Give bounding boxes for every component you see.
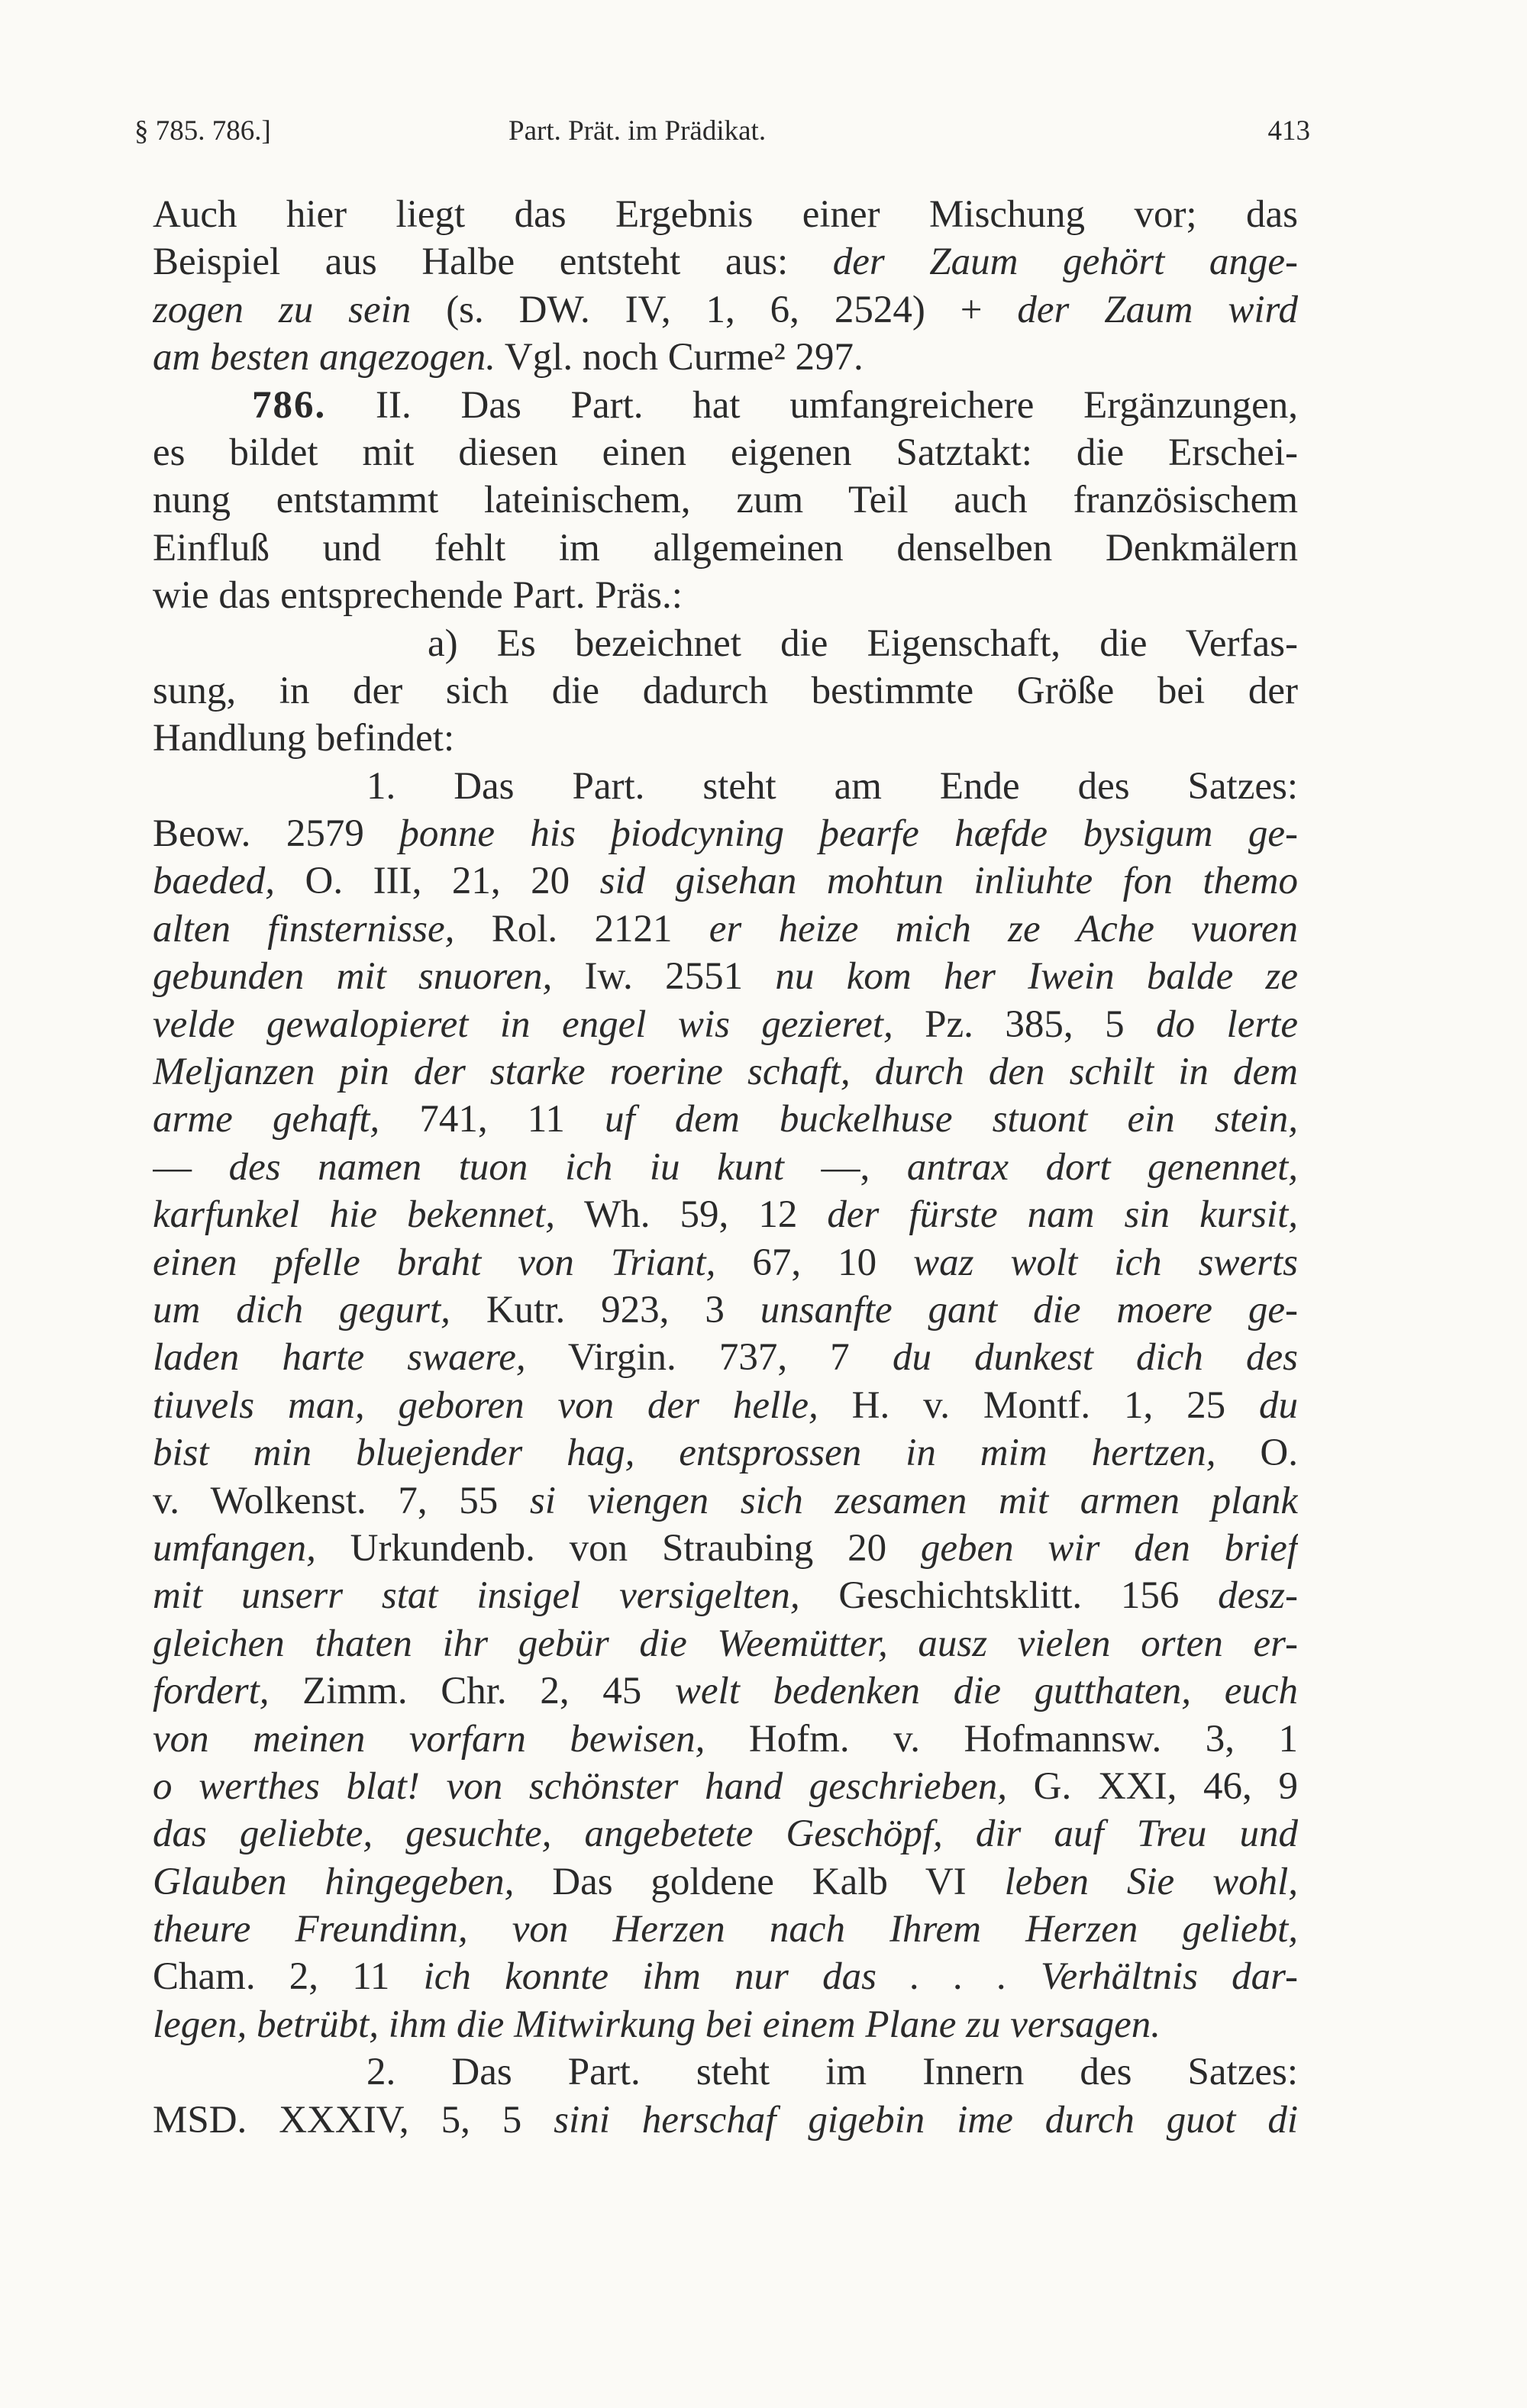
text-segment: II. Das Part. hat umfangreichere Ergänzungen, <box>326 383 1298 427</box>
text-segment: Vgl. noch Curme² 297. <box>496 336 864 379</box>
text-line <box>153 2001 1298 2048</box>
italic-quotation: laden harte swaere, <box>153 1336 526 1380</box>
italic-quotation: das geliebte, gesuchte, angebetete Geschöpf, dir auf Treu und <box>153 1812 1298 1856</box>
italic-quotation: von meinen vorfarn bewisen, <box>153 1717 705 1761</box>
italic-quotation: antrax dort genennet, <box>906 1145 1298 1189</box>
text-segment: Rol. 2121 <box>454 907 709 951</box>
italic-quotation: gebunden mit snuoren, <box>153 955 553 999</box>
italic-quotation: du <box>1259 1383 1298 1427</box>
text-line <box>153 1096 1298 1143</box>
text-segment: — <box>153 1145 229 1189</box>
italic-quotation: velde gewalopieret in engel wis gezieret, <box>153 1002 893 1046</box>
italic-quotation: theure Freundinn, von Herzen nach Ihrem Herzen geliebt, <box>153 1908 1298 1951</box>
italic-quotation: unsanfte gant die moere ge- <box>760 1288 1298 1332</box>
text-line <box>153 1239 1298 1286</box>
text-segment: Kutr. 923, 3 <box>450 1288 760 1332</box>
text-segment: 2. Das Part. steht im Innern des Satzes: <box>366 2051 1298 2094</box>
text-line <box>153 2097 1298 2144</box>
text-segment: G. XXI, 46, 9 <box>1006 1764 1298 1808</box>
body-text <box>153 191 1298 2144</box>
italic-quotation: um dich gegurt, <box>153 1288 450 1332</box>
text-segment: sung, in der sich die dadurch bestimmte Größe bei der <box>153 669 1298 712</box>
text-line <box>153 1953 1298 2000</box>
text-line <box>153 857 1298 905</box>
italic-quotation: fordert, <box>153 1670 270 1713</box>
text-line <box>153 715 1298 762</box>
text-line <box>153 1477 1298 1525</box>
text-line <box>153 1286 1298 1334</box>
italic-quotation: þonne his þiodcyning þearfe hæfde bysigum ge- <box>399 812 1298 856</box>
italic-quotation: desz- <box>1218 1574 1298 1618</box>
text-line <box>153 334 1298 381</box>
text-segment: es bildet mit diesen einen eigenen Satztakt: die Erschei- <box>153 431 1298 474</box>
text-segment: (s. DW. IV, 1, 6, 2524) + <box>411 288 1018 331</box>
italic-quotation: ich konnte ihm nur das . . . Verhältnis dar- <box>423 1955 1298 1999</box>
text-line <box>153 1334 1298 1381</box>
text-line <box>153 1763 1298 1810</box>
text-segment: wie das entsprechende Part. Präs.: <box>153 574 683 618</box>
text-line <box>153 1858 1298 1906</box>
italic-quotation: geben wir den brief <box>920 1526 1298 1570</box>
text-segment: O. <box>1215 1432 1298 1475</box>
text-segment: Beispiel aus Halbe entsteht aus: <box>153 240 833 284</box>
text-line <box>153 1429 1298 1477</box>
section-number: 786. <box>252 383 327 427</box>
text-line <box>153 525 1298 572</box>
italic-quotation: baeded, <box>153 860 276 903</box>
italic-quotation: einen pfelle braht von Triant, <box>153 1241 716 1284</box>
text-segment: MSD. XXXIV, 5, 5 <box>153 2098 554 2142</box>
text-segment: —, <box>783 1145 907 1189</box>
italic-quotation: welt bedenken die gutthaten, euch <box>674 1670 1298 1713</box>
italic-quotation: der fürste nam sin kursit, <box>827 1193 1298 1237</box>
text-line <box>153 763 1298 810</box>
text-line <box>153 1572 1298 1619</box>
italic-quotation: gleichen thaten ihr gebür die Weemütter, ausz vielen orten er- <box>153 1622 1298 1665</box>
text-segment: Cham. 2, 11 <box>153 1955 424 1999</box>
text-line <box>153 238 1298 286</box>
text-line <box>153 620 1298 667</box>
italic-quotation: der Zaum wird <box>1017 288 1298 331</box>
text-line <box>153 1144 1298 1191</box>
text-segment: v. Wolkenst. 7, 55 <box>153 1479 530 1522</box>
text-line <box>153 1906 1298 1953</box>
italic-quotation: des namen tuon ich iu kunt <box>228 1145 784 1189</box>
italic-quotation: du dunkest dich des <box>892 1336 1298 1380</box>
text-line <box>153 1382 1298 1429</box>
text-line <box>153 2048 1298 2096</box>
text-line <box>153 1667 1298 1715</box>
italic-quotation: umfangen, <box>153 1526 316 1570</box>
text-segment: Das goldene Kalb VI <box>514 1860 1005 1903</box>
text-line <box>153 667 1298 715</box>
italic-quotation: si viengen sich zesamen mit armen plank <box>529 1479 1298 1522</box>
text-segment: H. v. Montf. 1, 25 <box>818 1383 1259 1427</box>
text-line <box>153 810 1298 857</box>
text-line <box>153 1525 1298 1572</box>
page-number: 413 <box>1267 115 1310 147</box>
text-segment: a) Es bezeichnet die Eigenschaft, die Verfas- <box>428 621 1298 665</box>
text-segment: Zimm. Chr. 2, 45 <box>269 1670 675 1713</box>
italic-quotation: tiuvels man, geboren von der helle, <box>153 1383 818 1427</box>
italic-quotation: der Zaum gehört ange- <box>832 240 1298 284</box>
text-segment: Hofm. v. Hofmannsw. 3, 1 <box>705 1717 1298 1761</box>
italic-quotation: karfunkel hie bekennet, <box>153 1193 555 1237</box>
text-line <box>153 1810 1298 1858</box>
text-segment: Virgin. 737, 7 <box>525 1336 893 1380</box>
text-line <box>153 905 1298 953</box>
italic-quotation: sini herschaf gigebin ime durch guot di <box>554 2098 1298 2142</box>
text-segment: Iw. 2551 <box>552 955 776 999</box>
text-line <box>153 1191 1298 1238</box>
section-reference: § 785. 786.] <box>134 115 271 147</box>
italic-quotation: mit unserr stat insigel versigelten, <box>153 1574 800 1618</box>
text-line <box>153 1048 1298 1096</box>
text-line <box>153 286 1298 334</box>
italic-quotation: am besten angezogen. <box>153 336 496 379</box>
text-segment: Pz. 385, 5 <box>893 1002 1157 1046</box>
italic-quotation: sid gisehan mohtun inliuhte fon themo <box>599 860 1298 903</box>
italic-quotation: er heize mich ze Ache vuoren <box>709 907 1298 951</box>
text-segment: O. III, 21, 20 <box>275 860 600 903</box>
text-segment: Einfluß und fehlt im allgemeinen denselben Denkmälern <box>153 526 1298 570</box>
italic-quotation: alten finsternisse, <box>153 907 455 951</box>
italic-quotation: leben Sie wohl, <box>1004 1860 1298 1903</box>
text-segment: nung entstammt lateinischem, zum Teil auch französischem <box>153 479 1298 522</box>
italic-quotation: Meljanzen pin der starke roerine schaft, durch den schilt in dem <box>153 1051 1298 1094</box>
text-line <box>153 1001 1298 1048</box>
italic-quotation: arme gehaft, <box>153 1098 380 1141</box>
italic-quotation: zogen zu sein <box>153 288 412 331</box>
italic-quotation: nu kom her Iwein balde ze <box>775 955 1298 999</box>
text-segment: Auch hier liegt das Ergebnis einer Mischung vor; das <box>153 193 1298 236</box>
text-line <box>153 1716 1298 1763</box>
text-line <box>153 429 1298 476</box>
text-segment: Urkundenb. von Straubing 20 <box>315 1526 921 1570</box>
italic-quotation: waz wolt ich swerts <box>913 1241 1298 1284</box>
text-line <box>153 1620 1298 1667</box>
italic-quotation: do lerte <box>1156 1002 1298 1046</box>
text-segment: 741, 11 <box>379 1098 605 1141</box>
text-line <box>153 382 1298 429</box>
text-line <box>153 191 1298 238</box>
running-title: Part. Prät. im Prädikat. <box>508 115 767 147</box>
running-header <box>134 115 1310 160</box>
text-line <box>153 953 1298 1000</box>
italic-quotation: Glauben hingegeben, <box>153 1860 515 1903</box>
text-segment: 67, 10 <box>715 1241 914 1284</box>
text-line <box>153 572 1298 619</box>
text-segment: Wh. 59, 12 <box>554 1193 828 1237</box>
text-line <box>153 476 1298 524</box>
text-segment: 1. Das Part. steht am Ende des Satzes: <box>366 764 1298 808</box>
italic-quotation: legen, betrübt, ihm die Mitwirkung bei einem Plane zu versagen. <box>153 2003 1161 2046</box>
text-segment: Beow. 2579 <box>153 812 400 856</box>
italic-quotation: o werthes blat! von schönster hand geschrieben, <box>153 1764 1007 1808</box>
italic-quotation: uf dem buckelhuse stuont ein stein, <box>605 1098 1298 1141</box>
text-segment: Geschichtsklitt. 156 <box>799 1574 1219 1618</box>
italic-quotation: bist min bluejender hag, entsprossen in mim hertzen, <box>153 1432 1216 1475</box>
text-segment: Handlung befindet: <box>153 717 455 760</box>
